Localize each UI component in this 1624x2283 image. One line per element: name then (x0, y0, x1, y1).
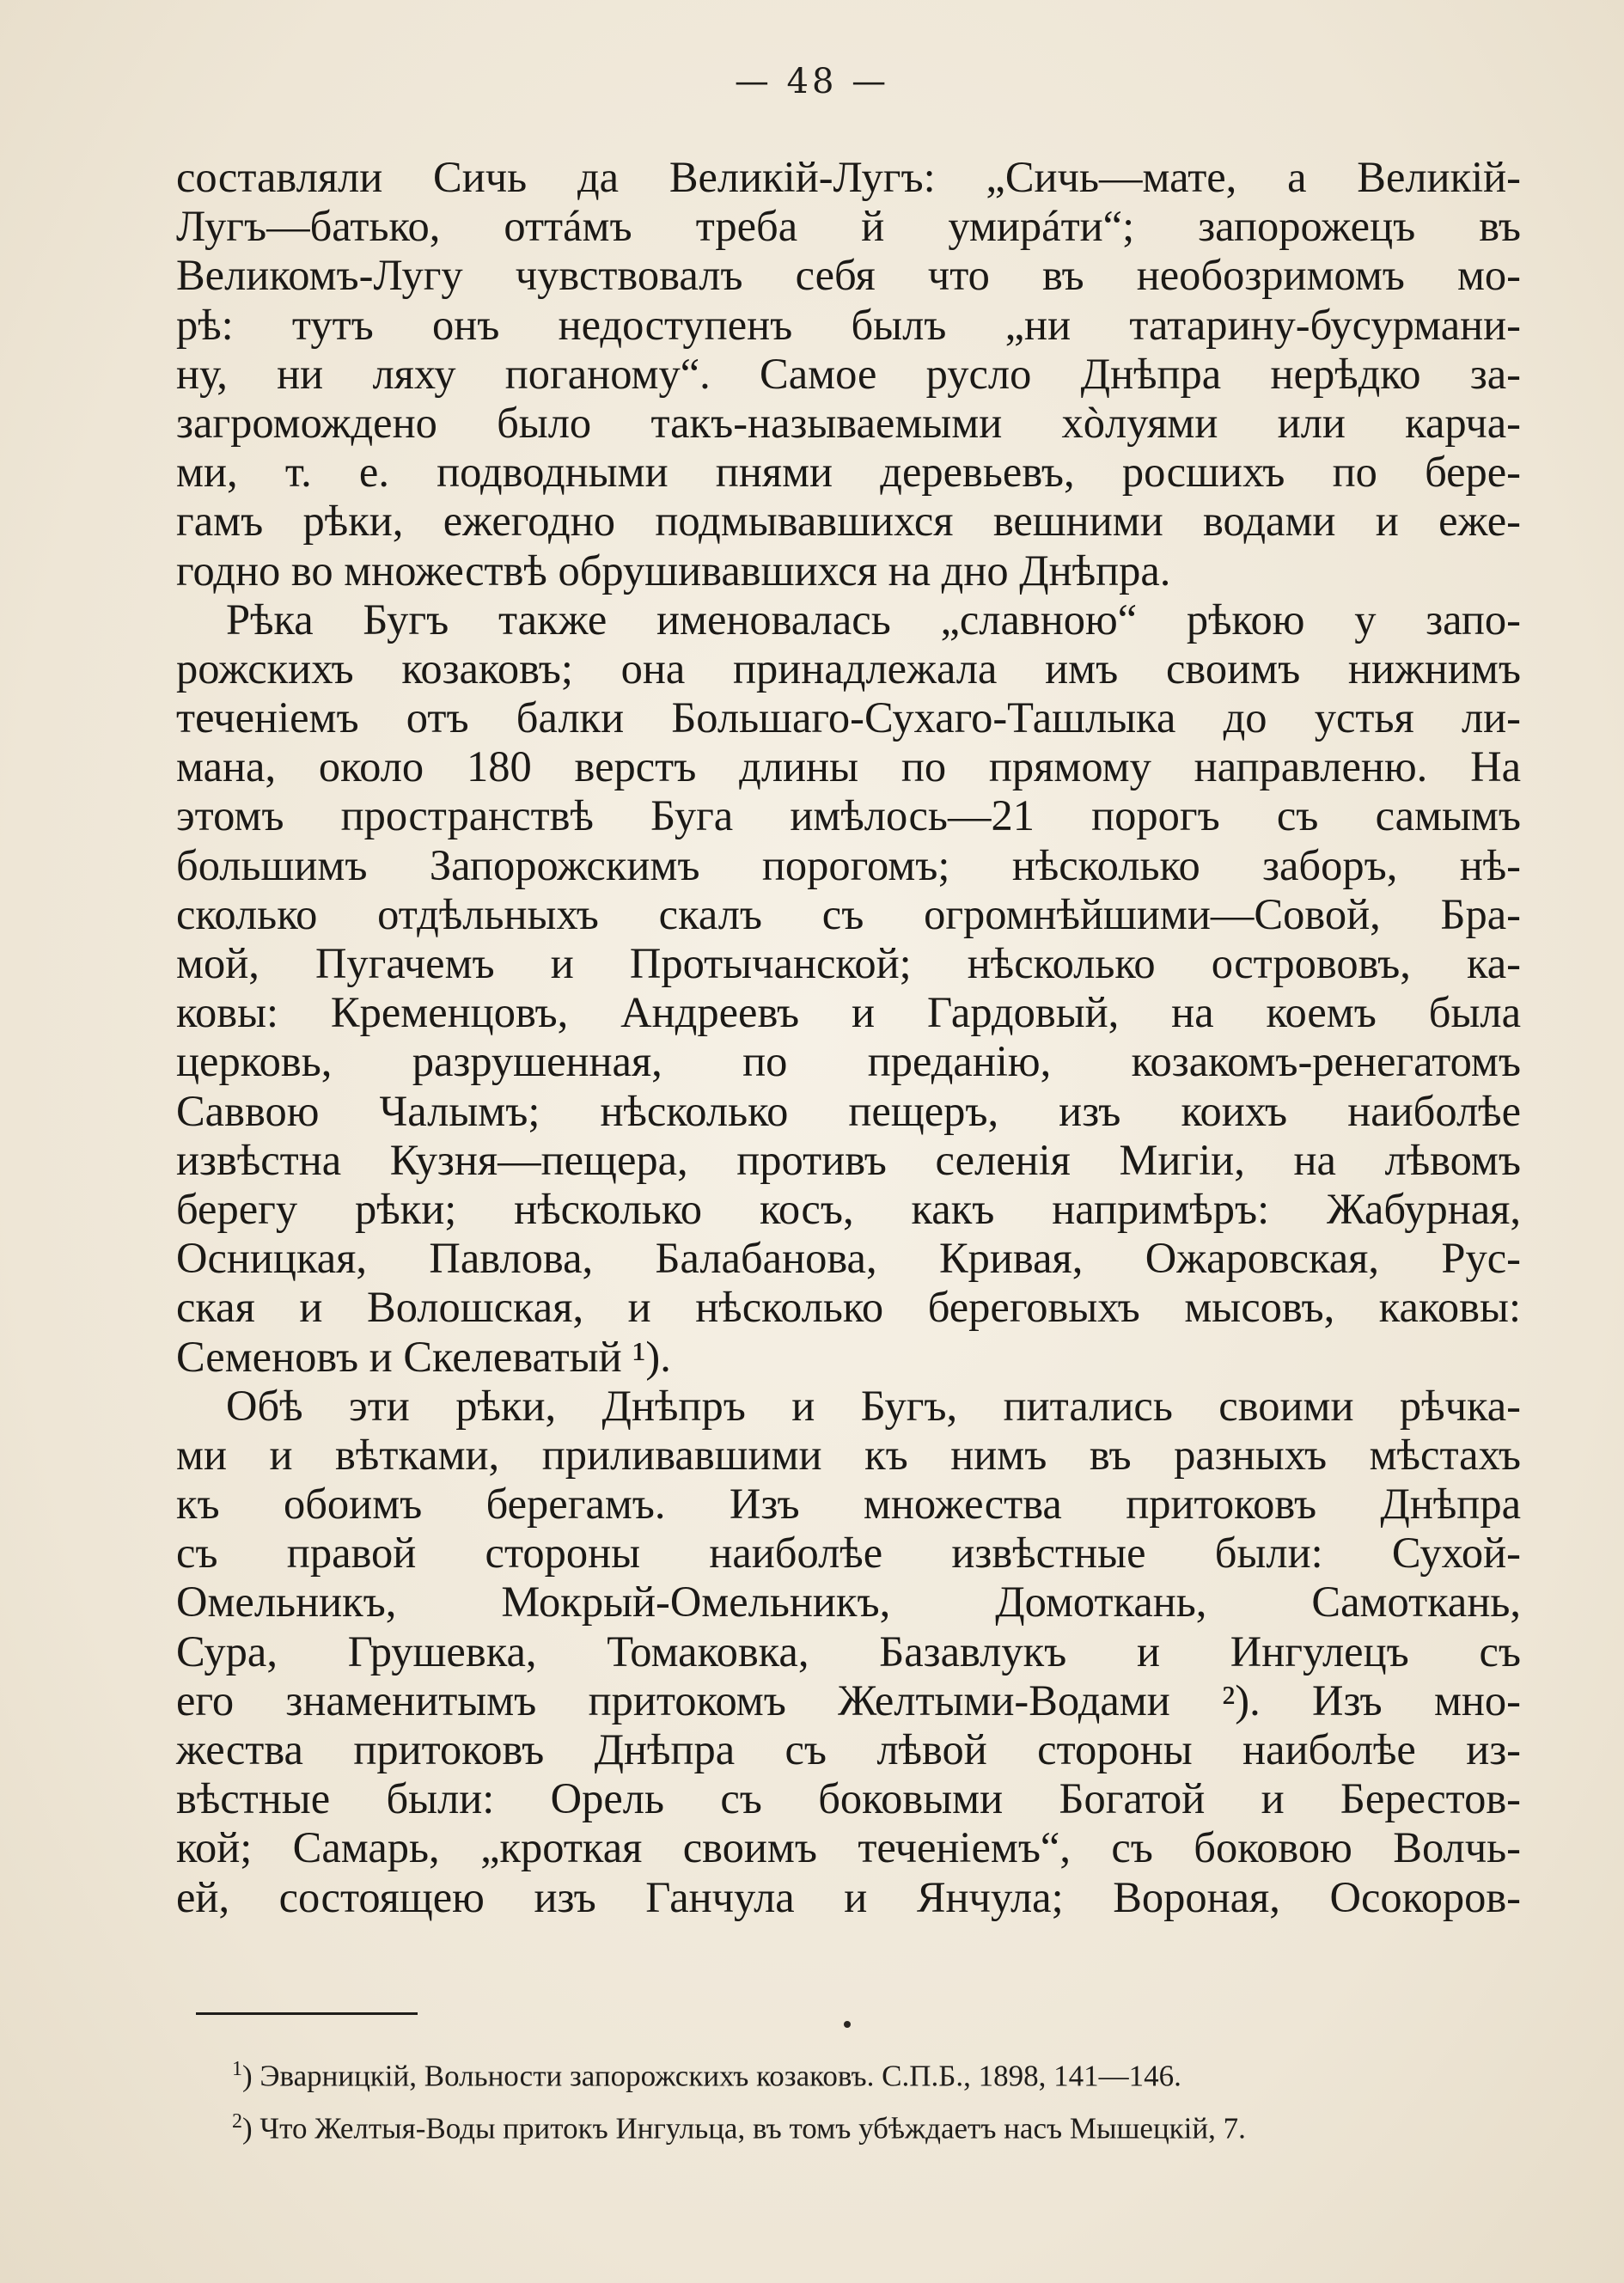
text-line: Саввою Чалымъ; нѣсколько пещеръ, изъ коихъ наиболѣе (176, 1086, 1521, 1135)
text-line: гамъ рѣки, ежегодно подмывавшихся вешними водами и еже- (176, 497, 1521, 546)
paragraph-3 (176, 1382, 1521, 1922)
footnotes (232, 2047, 1521, 2151)
footnote-divider (196, 2012, 418, 2015)
footnote-text: Эварницкій, Вольности запорожскихъ козаковъ. С.П.Б., 1898, 141—146. (259, 2059, 1181, 2093)
text-line: годно во множествѣ обрушивавшихся на дно Днѣпра. (176, 546, 1171, 595)
text-line: къ обоимъ берегамъ. Изъ множества притоковъ Днѣпра (176, 1480, 1521, 1529)
text-line: Обѣ эти рѣки, Днѣпръ и Бугъ, питались своими рѣчка- (226, 1381, 1521, 1430)
text-line: его знаменитымъ притокомъ Желтыми-Водами ²). Изъ мно- (176, 1676, 1521, 1724)
text-line: Семеновъ и Скелеватый ¹). (176, 1332, 671, 1381)
text-line: большимъ Запорожскимъ порогомъ; нѣсколько заборъ, нѣ- (176, 840, 1521, 889)
text-line: рожскихъ козаковъ; она принадлежала имъ своимъ нижнимъ (176, 644, 1521, 693)
print-speck (844, 2021, 851, 2028)
text-line: составляли Сичь да Великій-Лугъ: „Сичь—мате, а Великій- (176, 153, 1521, 201)
text-line: сколько отдѣльныхъ скалъ съ огромнѣйшими—Совой, Бра- (176, 889, 1521, 938)
text-line: Сура, Грушевка, Томаковка, Базавлукъ и Ингулецъ съ (176, 1627, 1521, 1676)
footnote-marker: 1 (232, 2058, 242, 2080)
text-line: Великомъ-Лугу чувствовалъ себя что въ необозримомъ мо- (176, 251, 1521, 300)
footnote-2: $^2$) Что Желтыя-Воды притокъ Ингульца, въ томъ убѣждаетъ насъ Мышецкій, 7. (232, 2109, 1246, 2146)
text-line: теченіемъ отъ балки Большаго-Сухаго-Ташлыка до устья ли- (176, 693, 1521, 742)
text-line: Рѣка Бугъ также именовалась „славною“ рѣкою у запо- (226, 595, 1521, 644)
text-line: извѣстна Кузня—пещера, противъ селенія Мигіи, на лѣвомъ (176, 1135, 1521, 1184)
text-line: ну, ни ляху поганому“. Самое русло Днѣпра нерѣдко за- (176, 349, 1521, 398)
text-line: Омельникъ, Мокрый-Омельникъ, Домоткань, Самоткань, (176, 1578, 1521, 1627)
page-number: — 48 — (734, 62, 890, 101)
paragraph-1 (176, 153, 1521, 595)
footnote-marker: 2 (232, 2109, 242, 2133)
text-line: жества притоковъ Днѣпра съ лѣвой стороны наиболѣе из- (176, 1725, 1521, 1773)
text-line: кой; Самарь, „кроткая своимъ теченіемъ“, съ боковою Волчь- (176, 1823, 1521, 1872)
text-line: загроможденo было такъ-называемыми хòлуями или карча- (176, 398, 1521, 447)
text-line: съ правой стороны наиболѣе извѣстные были: Сухой- (176, 1529, 1521, 1578)
text-line: рѣ: тутъ онъ недоступенъ былъ „ни татарину-бусурмани- (176, 300, 1521, 349)
text-line: вѣстные были: Орель съ боковыми Богатой и Берестов- (176, 1774, 1521, 1823)
text-line: церковь, разрушенная, по преданію, козакомъ-ренегатомъ (176, 1037, 1521, 1086)
footnote-text: Что Желтыя-Воды притокъ Ингульца, въ томъ убѣждаетъ насъ Мышецкій, 7. (259, 2111, 1246, 2146)
paragraph-2 (176, 595, 1521, 1382)
main-text (176, 153, 1521, 1922)
footnote-1: $^1$) Эварницкій, Вольности запорожскихъ козаковъ. С.П.Б., 1898, 141—146. (232, 2058, 1181, 2093)
text-line: ми, т. е. подводными пнями деревьевъ, росшихъ по бере- (176, 448, 1521, 497)
text-line: берегу рѣки; нѣсколько косъ, какъ напримѣръ: Жабурная, (176, 1184, 1521, 1233)
text-line: мана, около 180 верстъ длины по прямому направленю. На (176, 742, 1521, 791)
text-line: ей, состоящею изъ Ганчула и Янчула; Вороная, Осокоров- (176, 1872, 1521, 1921)
text-line: ми и вѣтками, приливавшими къ нимъ въ разныхъ мѣстахъ (176, 1430, 1521, 1479)
text-line: ковы: Кременцовъ, Андреевъ и Гардовый, на коемъ была (176, 988, 1521, 1037)
text-line: Лугъ—батько, оттáмъ треба й умирáти“; запорожецъ въ (176, 202, 1521, 251)
text-line: Осницкая, Павлова, Балабанова, Кривая, Ожаровская, Рус- (176, 1234, 1521, 1283)
text-line: этомъ пространствѣ Буга имѣлось—21 порогъ съ самымъ (176, 791, 1521, 840)
text-line: ская и Волошская, и нѣсколько береговыхъ мысовъ, каковы: (176, 1283, 1521, 1332)
text-line: мой, Пугачемъ и Протычанской; нѣсколько острововъ, ка- (176, 939, 1521, 987)
